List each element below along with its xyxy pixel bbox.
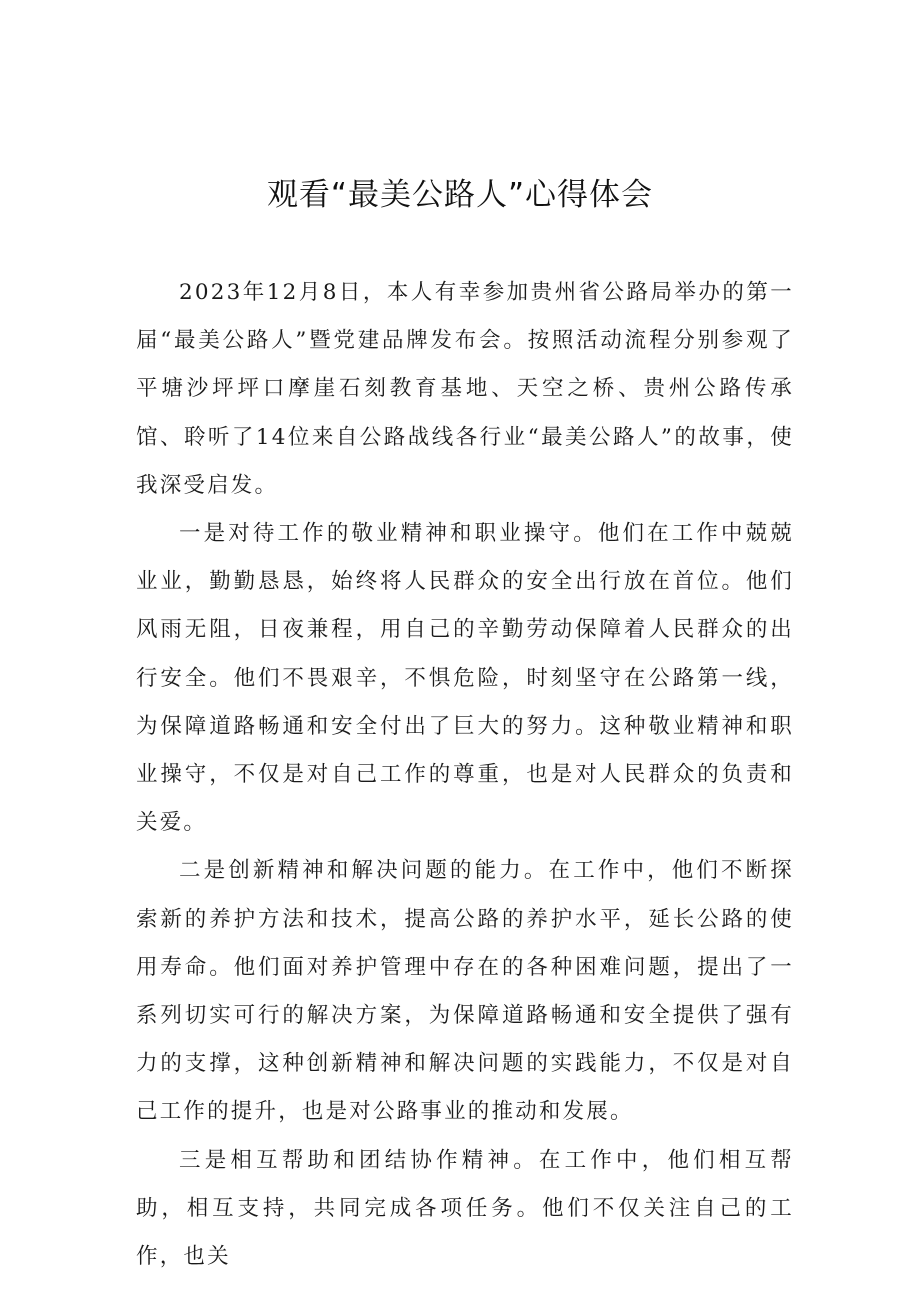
document-body (136, 269, 794, 1281)
paragraph-dedication: 一是对待工作的敬业精神和职业操守。他们在工作中兢兢业业，勤勤恳恳，始终将人民群众的安全出行放在首位。他们风雨无阻，日夜兼程，用自己的辛勤劳动保障着人民群众的出行安全。他们不畏艰辛，不惧危险，时刻坚守在公路第一线，为保障道路畅通和安全付出了巨大的努力。这种敬业精神和职业操守，不仅是对自己工作的尊重，也是对人民群众的负责和关爱。 (136, 521, 794, 836)
paragraph-intro: 2023年12月8日，本人有幸参加贵州省公路局举办的第一届“最美公路人”暨党建品牌发布会。按照活动流程分别参观了平塘沙坪坪口摩崖石刻教育基地、天空之桥、贵州公路传承馆、聆听了14位来自公路战线各行业“最美公路人”的故事，使我深受启发。 (136, 280, 794, 498)
paragraph-teamwork: 三是相互帮助和团结协作精神。在工作中，他们相互帮助，相互支持，共同完成各项任务。他们不仅关注自己的工作，也关 (136, 1147, 794, 1270)
paragraph-innovation: 二是创新精神和解决问题的能力。在工作中，他们不断探索新的养护方法和技术，提高公路的养护水平，延长公路的使用寿命。他们面对养护管理中存在的各种困难问题，提出了一系列切实可行的解决方案，为保障道路畅通和安全提供了强有力的支撑，这种创新精神和解决问题的实践能力，不仅是对自己工作的提升，也是对公路事业的推动和发展。 (136, 858, 794, 1125)
document-title: 观看“最美公路人”心得体会 (266, 177, 654, 213)
